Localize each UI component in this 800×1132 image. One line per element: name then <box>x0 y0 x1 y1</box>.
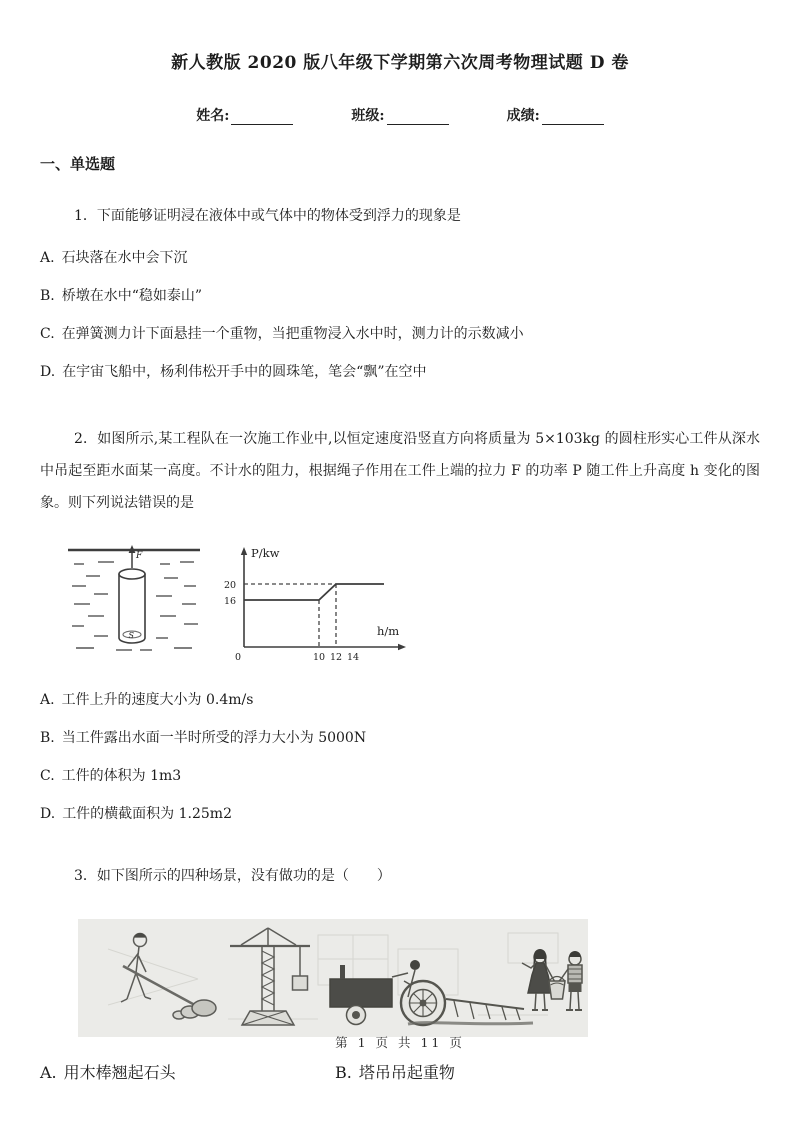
question-1-stem: 1．下面能够证明浸在液体中或气体中的物体受到浮力的现象是 <box>74 208 461 224</box>
option-label: A. <box>40 1063 57 1082</box>
y-axis-label: P/kw <box>251 546 280 560</box>
question-2 <box>40 423 760 823</box>
question-2-option-d <box>40 806 760 823</box>
guide-dashed-lines <box>244 584 336 647</box>
question-3-option-a <box>40 1063 176 1082</box>
score-blank-line <box>542 110 604 125</box>
y-tick-16: 16 <box>223 596 237 607</box>
x-tick-14: 14 <box>346 652 360 663</box>
section-heading-multiple-choice: 一、单选题 <box>40 155 116 173</box>
name-label: 姓名: <box>196 108 230 124</box>
option-label: B. <box>335 1063 352 1082</box>
cylinder-in-water-figure <box>64 542 204 662</box>
option-text: 当工件露出水面一半时所受的浮力大小为 5000N <box>61 730 367 746</box>
option-text: 用木棒翘起石头 <box>63 1063 176 1082</box>
question-1-option-d <box>40 364 760 381</box>
option-label: A. <box>40 250 55 266</box>
option-text: 桥墩在水中“稳如泰山” <box>61 288 203 304</box>
x-axis-arrowhead <box>398 644 406 650</box>
question-2-stem: 2．如图所示,某工程队在一次施工作业中,以恒定速度沿竖直方向将质量为 5×103kg 的圆柱形实心工件从深水中吊起至距水面某一高度。不计水的阻力，根据绳子作用在工件上端的拉力 F 的功率 P 随工件上升高度 h 变化的图象。则下列说法错误的是 <box>40 431 760 511</box>
power-height-graph <box>212 542 417 667</box>
question-2-option-a <box>40 692 760 709</box>
name-blank-line <box>231 110 293 125</box>
class-label: 班级: <box>351 108 385 124</box>
option-text: 工件的横截面积为 1.25m2 <box>62 806 232 822</box>
x-axis-label: h/m <box>377 624 400 638</box>
question-1-option-b <box>40 288 760 305</box>
option-label: A. <box>40 692 55 708</box>
question-3-option-b <box>335 1060 455 1083</box>
option-text: 在宇宙飞船中，杨利伟松开手中的圆珠笔，笔会“飘”在空中 <box>62 364 427 380</box>
class-blank-line <box>387 110 449 125</box>
option-text: 工件的体积为 1m3 <box>61 768 182 784</box>
force-arrow <box>129 545 136 568</box>
option-label: D. <box>40 364 56 380</box>
question-1-option-c <box>40 326 760 343</box>
x-tick-10: 10 <box>312 652 326 663</box>
power-curve <box>244 584 384 600</box>
y-axis-arrowhead <box>241 547 247 555</box>
option-text: 塔吊吊起重物 <box>358 1063 455 1082</box>
page-title: 新人教版 2020 版八年级下学期第六次周考物理试题 D 卷 <box>171 53 629 73</box>
question-3-scenes-image <box>78 919 588 1037</box>
question-2-option-b <box>40 730 760 747</box>
option-text: 在弹簧测力计下面悬挂一个重物，当把重物浸入水中时，测力计的示数减小 <box>61 326 524 342</box>
page-number-footer: 第 1 页 共 11 页 <box>335 1035 465 1050</box>
x-tick-0: 0 <box>234 652 242 663</box>
four-scenes-sketch <box>78 919 588 1037</box>
question-1 <box>40 205 760 381</box>
question-1-option-a <box>40 250 760 267</box>
option-label: D. <box>40 806 56 822</box>
option-text: 石块落在水中会下沉 <box>61 250 188 266</box>
option-label: B. <box>40 288 55 304</box>
class-field <box>351 105 448 125</box>
question-2-figure <box>64 542 760 667</box>
y-tick-20: 20 <box>223 580 237 591</box>
scan-background <box>78 919 588 1037</box>
score-field <box>507 105 604 125</box>
question-3-stem: 3．如下图所示的四种场景，没有做功的是（ ） <box>74 868 391 884</box>
question-3-options-row <box>40 1060 760 1082</box>
name-field <box>196 105 293 125</box>
x-tick-12: 12 <box>329 652 343 663</box>
option-text: 工件上升的速度大小为 0.4m/s <box>61 692 254 708</box>
cylinder-area-label: S <box>128 631 134 640</box>
option-label: C. <box>40 768 55 784</box>
question-2-option-c <box>40 768 760 785</box>
force-label: F <box>136 551 143 561</box>
header-fields-row <box>40 105 760 125</box>
option-label: C. <box>40 326 55 342</box>
score-label: 成绩: <box>506 108 540 124</box>
option-label: B. <box>40 730 55 746</box>
